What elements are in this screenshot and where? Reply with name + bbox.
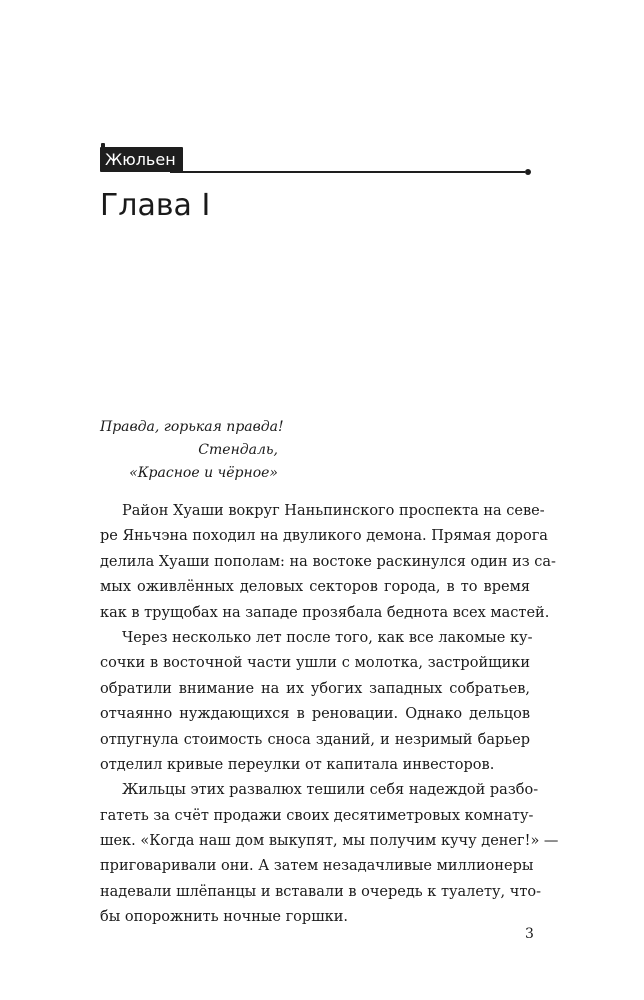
text-line: отделил кривые переулки от капитала инвесторов. [100,756,495,773]
text-line: шек. «Когда наш дом выкупят, мы получим кучу денег!» — [100,833,559,850]
text-line: обратили внимание на их убогих западных собратьев, [100,680,530,697]
text-line: Район Хуаши вокруг Наньпинского проспекта на севе- [122,503,545,519]
page-number: 3 [525,926,534,942]
paragraph-2 [100,626,533,778]
section-label: Жюльен [100,147,183,172]
section-rule-dot [525,169,531,175]
text-line: Жильцы этих развалюх тешили себя надеждой разбо- [122,782,539,799]
text-line: сочки в восточной части ушли с молотка, застройщики [100,655,530,672]
text-line: отчаянно нуждающихся в реновации. Однако дельцов [100,706,530,723]
text-line: как в трущобах на западе прозябала беднота всех мастей. [100,604,550,621]
section-rule [170,171,525,173]
paragraph-1 [100,499,556,626]
chapter-title: Глава I [100,188,211,223]
text-line: мых оживлённых деловых секторов города, в то время [100,579,530,596]
epigraph [100,416,284,485]
text-line: бы опорожнить ночные горшки. [100,909,349,926]
epigraph-author: Стендаль, [198,442,278,458]
text-line: гатеть за счёт продажи своих десятиметровых комнату- [100,807,534,824]
epigraph-quote: Правда, горькая правда! [100,419,284,435]
text-line: приговаривали они. А затем незадачливые миллионеры [100,858,534,875]
text-line: ре Яньчэна походил на двуликого демона. Прямая дорога [100,528,548,545]
text-line: надевали шлёпанцы и вставали в очередь к туалету, что- [100,883,541,900]
body-text [100,499,559,931]
text-line: отпугнула стоимость сноса зданий, и незримый барьер [100,731,530,748]
text-line: Через несколько лет после того, как все лакомые ку- [122,629,533,646]
paragraph-3 [100,778,559,930]
epigraph-source: «Красное и чёрное» [129,465,278,481]
text-line: делила Хуаши пополам: на востоке раскинулся один из са- [100,553,556,570]
